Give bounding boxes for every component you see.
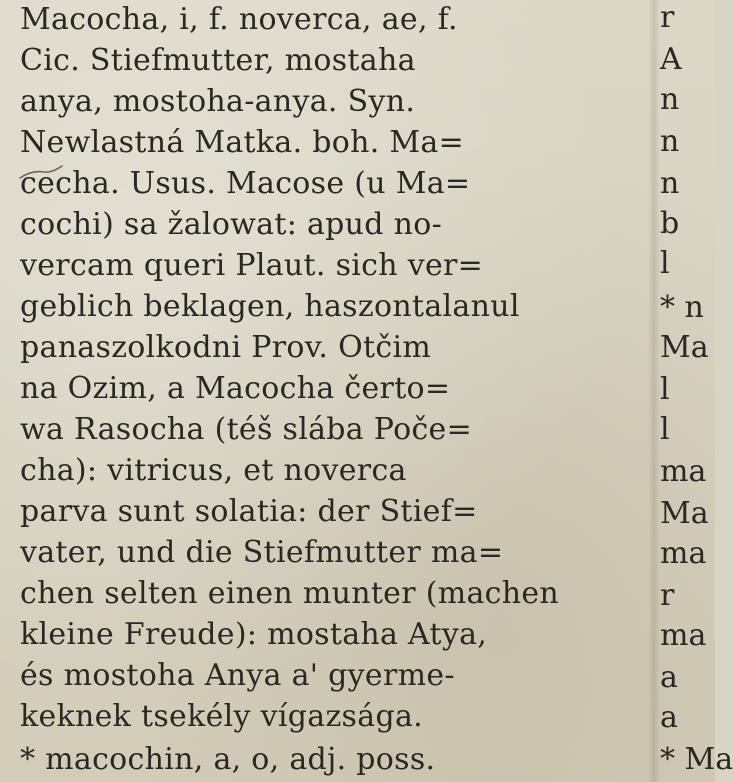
text-line: kleine Freude): mostaha Atya, (20, 617, 488, 652)
fragment: Ma (660, 330, 709, 365)
fragment: l (660, 372, 670, 407)
fragment: * n (660, 290, 704, 325)
fragment: n (660, 82, 680, 117)
fragment: a (660, 700, 678, 735)
adjacent-column-fragments (660, 0, 733, 782)
fragment: n (660, 124, 680, 159)
text-line: cecha. Usus. Macose (u Ma= (20, 166, 471, 201)
page-gutter (648, 0, 660, 782)
text-line: anya, mostoha-anya. Syn. (20, 84, 416, 119)
text-line: parva sunt solatia: der Stief= (20, 494, 478, 529)
text-line: geblich beklagen, haszontalanul (20, 289, 520, 324)
fragment: b (660, 206, 680, 241)
text-line: * macochin, a, o, adj. poss. (20, 742, 436, 777)
text-line: cha): vitricus, et noverca (20, 453, 407, 488)
fragment: r (660, 578, 675, 613)
text-line: na Ozim, a Macocha čerto= (20, 371, 451, 406)
text-line: keknek tsekély vígazsága. (20, 699, 423, 734)
text-line: vater, und die Stiefmutter ma= (20, 535, 504, 570)
text-line: Newlastná Matka. boh. Ma= (20, 125, 465, 160)
main-column (20, 0, 630, 782)
fragment: ma (660, 618, 707, 653)
text-line: panaszolkodni Prov. Otčim (20, 330, 432, 365)
fragment: r (660, 0, 675, 35)
fragment: Ma (660, 496, 709, 531)
text-line: vercam queri Plaut. sich ver= (20, 248, 484, 283)
text-line: Macocha, i, f. noverca, ae, f. (20, 2, 458, 37)
fragment: a (660, 660, 678, 695)
text-line: és mostoha Anya a' gyerme- (20, 658, 455, 693)
fragment: ma (660, 454, 707, 489)
fragment: ma (660, 536, 707, 571)
text-line: chen selten einen munter (machen (20, 576, 560, 611)
fragment: n (660, 166, 680, 201)
fragment: l (660, 246, 670, 281)
text-line: Cic. Stiefmutter, mostaha (20, 43, 416, 78)
fragment: * Ma (660, 742, 733, 777)
text-line: wa Rasocha (téš slába Poče= (20, 412, 473, 447)
fragment: A (660, 42, 682, 77)
fragment: l (660, 412, 670, 447)
text-line: cochi) sa žalowat: apud no- (20, 207, 443, 242)
